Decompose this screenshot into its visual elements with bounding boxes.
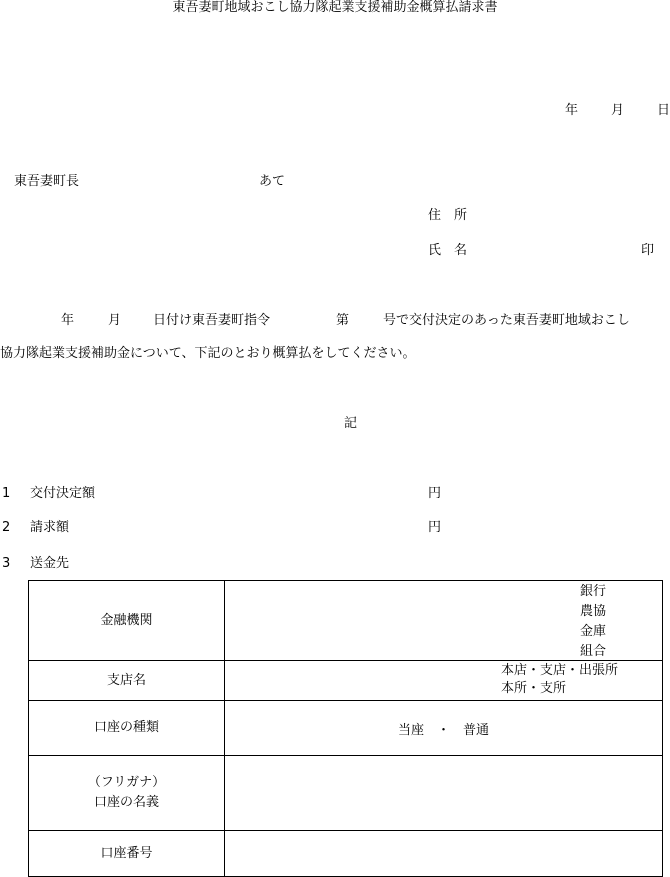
branch-field[interactable]: [225, 661, 663, 701]
ki-heading: 記: [344, 416, 358, 431]
bank-type-list: [580, 582, 606, 662]
item-unit-yen: 円: [428, 520, 442, 535]
account-type-label: 口座の種類: [29, 701, 225, 756]
item-unit-yen: 円: [428, 486, 442, 501]
account-number-field[interactable]: [225, 831, 663, 877]
account-holder-name-label: 口座の名義: [93, 795, 159, 810]
date-year-label: 年: [565, 103, 579, 118]
bank-type-option: 組合: [579, 644, 606, 659]
addressee-name: 東吾妻町長: [14, 174, 80, 189]
body-line2: 協力隊起業支援補助金について、下記のとおり概算払をしてください。: [0, 346, 416, 361]
bank-field[interactable]: [225, 581, 663, 661]
branch-type-list: [501, 662, 618, 698]
account-number-label: 口座番号: [29, 831, 225, 877]
item-number: 1: [2, 486, 11, 501]
body-line1-rest: 号で交付決定のあった東吾妻町地域おこし: [383, 313, 630, 328]
date-day-label: 日: [657, 103, 670, 118]
account-holder-field[interactable]: [225, 756, 663, 831]
item-label-request-amount: 請求額: [30, 520, 70, 535]
date-month-label: 月: [611, 103, 625, 118]
account-type-options[interactable]: 当座 ・ 普通: [225, 701, 663, 756]
branch-type-line: 本店・支店・出張所: [501, 663, 619, 678]
account-holder-label: [29, 756, 225, 831]
body-year: 年: [61, 313, 75, 328]
remittance-table: [28, 580, 663, 877]
bank-type-option: 金庫: [579, 624, 606, 639]
branch-type-line: 本所・支所: [501, 681, 567, 696]
furigana-label: （フリガナ）: [87, 775, 166, 790]
item-label-grant-amount: 交付決定額: [30, 486, 96, 501]
addressee-suffix: あて: [259, 174, 286, 189]
body-number-prefix: 第: [336, 313, 350, 328]
item-label-remittance: 送金先: [30, 556, 70, 571]
bank-type-option: 農協: [579, 604, 606, 619]
bank-type-option: 銀行: [579, 584, 606, 599]
body-month: 月: [108, 313, 122, 328]
body-day-directive: 日付け東吾妻町指令: [153, 313, 271, 328]
branch-label: 支店名: [29, 661, 225, 701]
item-number: 2: [2, 520, 11, 535]
document-title: 東吾妻町地域おこし協力隊起業支援補助金概算払請求書: [172, 0, 498, 15]
applicant-address-label: 住 所: [428, 208, 468, 223]
applicant-name-label: 氏 名: [428, 243, 468, 258]
seal-mark: 印: [641, 243, 655, 258]
item-number: 3: [2, 556, 11, 571]
bank-label: 金融機関: [29, 581, 225, 661]
